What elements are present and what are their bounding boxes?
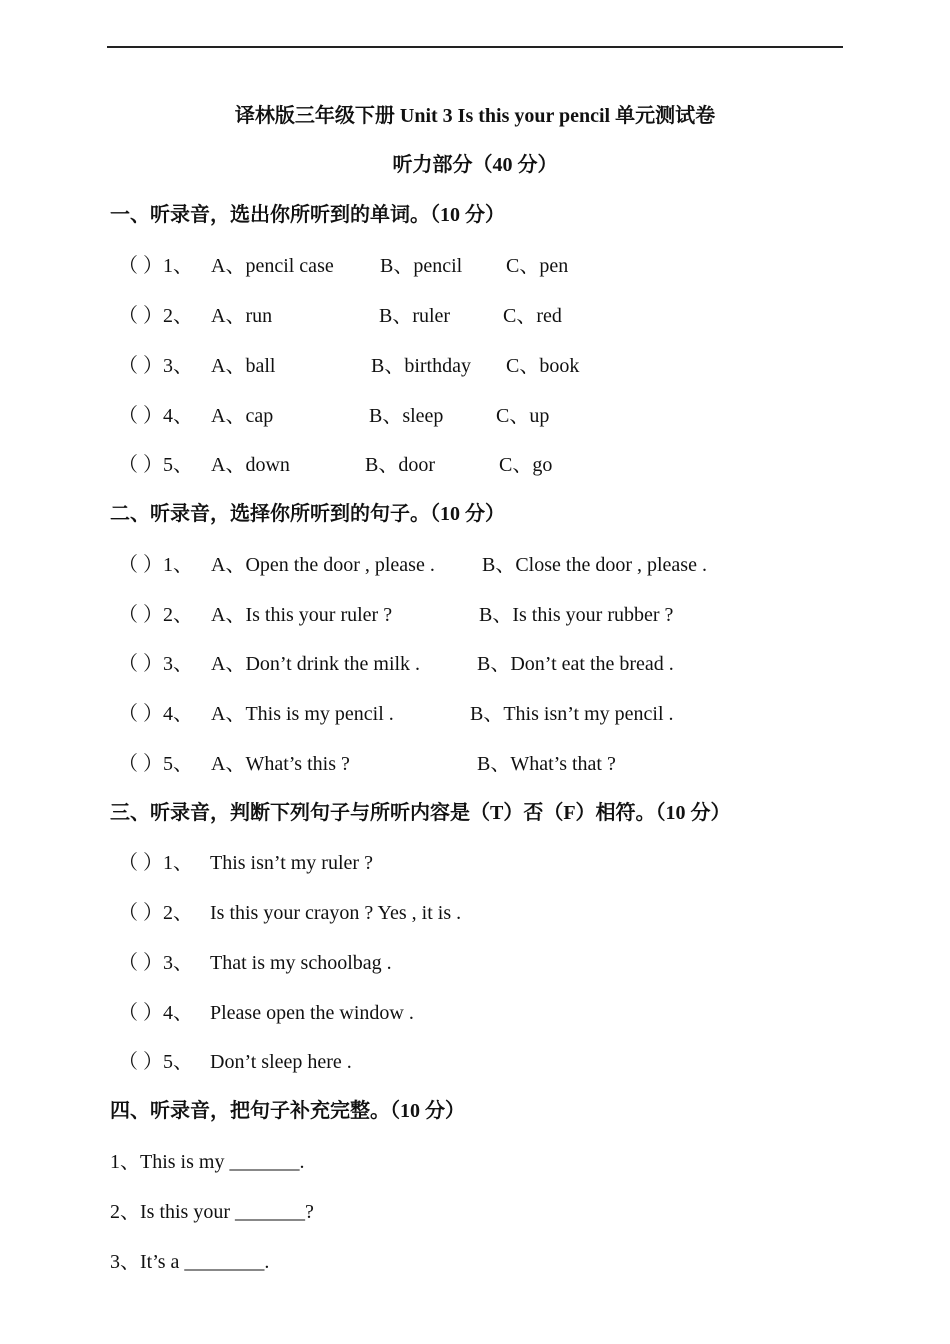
option-c: C、up <box>496 405 550 427</box>
statement-text: This isn’t my ruler ? <box>210 852 373 874</box>
option-a: A、ball <box>211 355 276 377</box>
option-a: A、Don’t drink the milk . <box>211 653 421 675</box>
statement-text: Please open the window . <box>210 1002 414 1024</box>
option-c: C、go <box>499 454 553 476</box>
fill-blank-item: 2、Is this your _______? <box>110 1201 314 1223</box>
answer-blank: （ ）4、 <box>118 1002 193 1024</box>
option-b: B、pencil <box>380 255 463 277</box>
answer-blank: （ ）5、 <box>118 753 193 775</box>
option-a: A、This is my pencil . <box>211 703 394 725</box>
option-a: A、Open the door , please . <box>211 554 435 576</box>
section-heading-4: 四、听录音，把句子补充完整。（10 分） <box>110 1100 465 1122</box>
option-b: B、sleep <box>369 405 444 427</box>
option-a: A、What’s this ? <box>211 753 350 775</box>
option-b: B、Don’t eat the bread . <box>477 653 674 675</box>
header-rule <box>107 46 843 48</box>
option-b: B、ruler <box>379 305 451 327</box>
option-b: B、door <box>365 454 435 476</box>
statement-text: That is my schoolbag . <box>210 952 392 974</box>
answer-blank: （ ）5、 <box>118 1051 193 1073</box>
option-a: A、down <box>211 454 290 476</box>
option-a: A、Is this your ruler ? <box>211 604 393 626</box>
answer-blank: （ ）3、 <box>118 653 193 675</box>
option-b: B、What’s that ? <box>477 753 616 775</box>
option-b: B、Is this your rubber ? <box>479 604 674 626</box>
answer-blank: （ ）1、 <box>118 255 193 277</box>
answer-blank: （ ）5、 <box>118 454 193 476</box>
answer-blank: （ ）2、 <box>118 902 193 924</box>
option-c: C、pen <box>506 255 569 277</box>
section-heading-3: 三、听录音，判断下列句子与所听内容是（T）否（F）相符。（10 分） <box>110 802 731 824</box>
answer-blank: （ ）1、 <box>118 554 193 576</box>
fill-blank-item: 1、This is my _______. <box>110 1151 305 1173</box>
page-title: 译林版三年级下册 Unit 3 Is this your pencil 单元测试卷 <box>234 105 716 127</box>
option-a: A、pencil case <box>211 255 334 277</box>
option-a: A、run <box>211 305 273 327</box>
statement-text: Is this your crayon ? Yes , it is . <box>210 902 462 924</box>
answer-blank: （ ）4、 <box>118 405 193 427</box>
section-heading-1: 一、听录音，选出你所听到的单词。（10 分） <box>110 204 505 226</box>
option-c: C、book <box>506 355 580 377</box>
option-c: C、red <box>503 305 562 327</box>
section-heading-2: 二、听录音，选择你所听到的句子。（10 分） <box>110 503 505 525</box>
answer-blank: （ ）4、 <box>118 703 193 725</box>
answer-blank: （ ）1、 <box>118 852 193 874</box>
answer-blank: （ ）2、 <box>118 604 193 626</box>
option-b: B、This isn’t my pencil . <box>470 703 674 725</box>
page-subtitle: 听力部分（40 分） <box>392 154 558 176</box>
fill-blank-item: 3、It’s a ________. <box>110 1251 270 1273</box>
answer-blank: （ ）3、 <box>118 355 193 377</box>
answer-blank: （ ）3、 <box>118 952 193 974</box>
option-b: B、Close the door , please . <box>482 554 707 576</box>
statement-text: Don’t sleep here . <box>210 1051 352 1073</box>
option-a: A、cap <box>211 405 274 427</box>
option-b: B、birthday <box>371 355 471 377</box>
answer-blank: （ ）2、 <box>118 305 193 327</box>
